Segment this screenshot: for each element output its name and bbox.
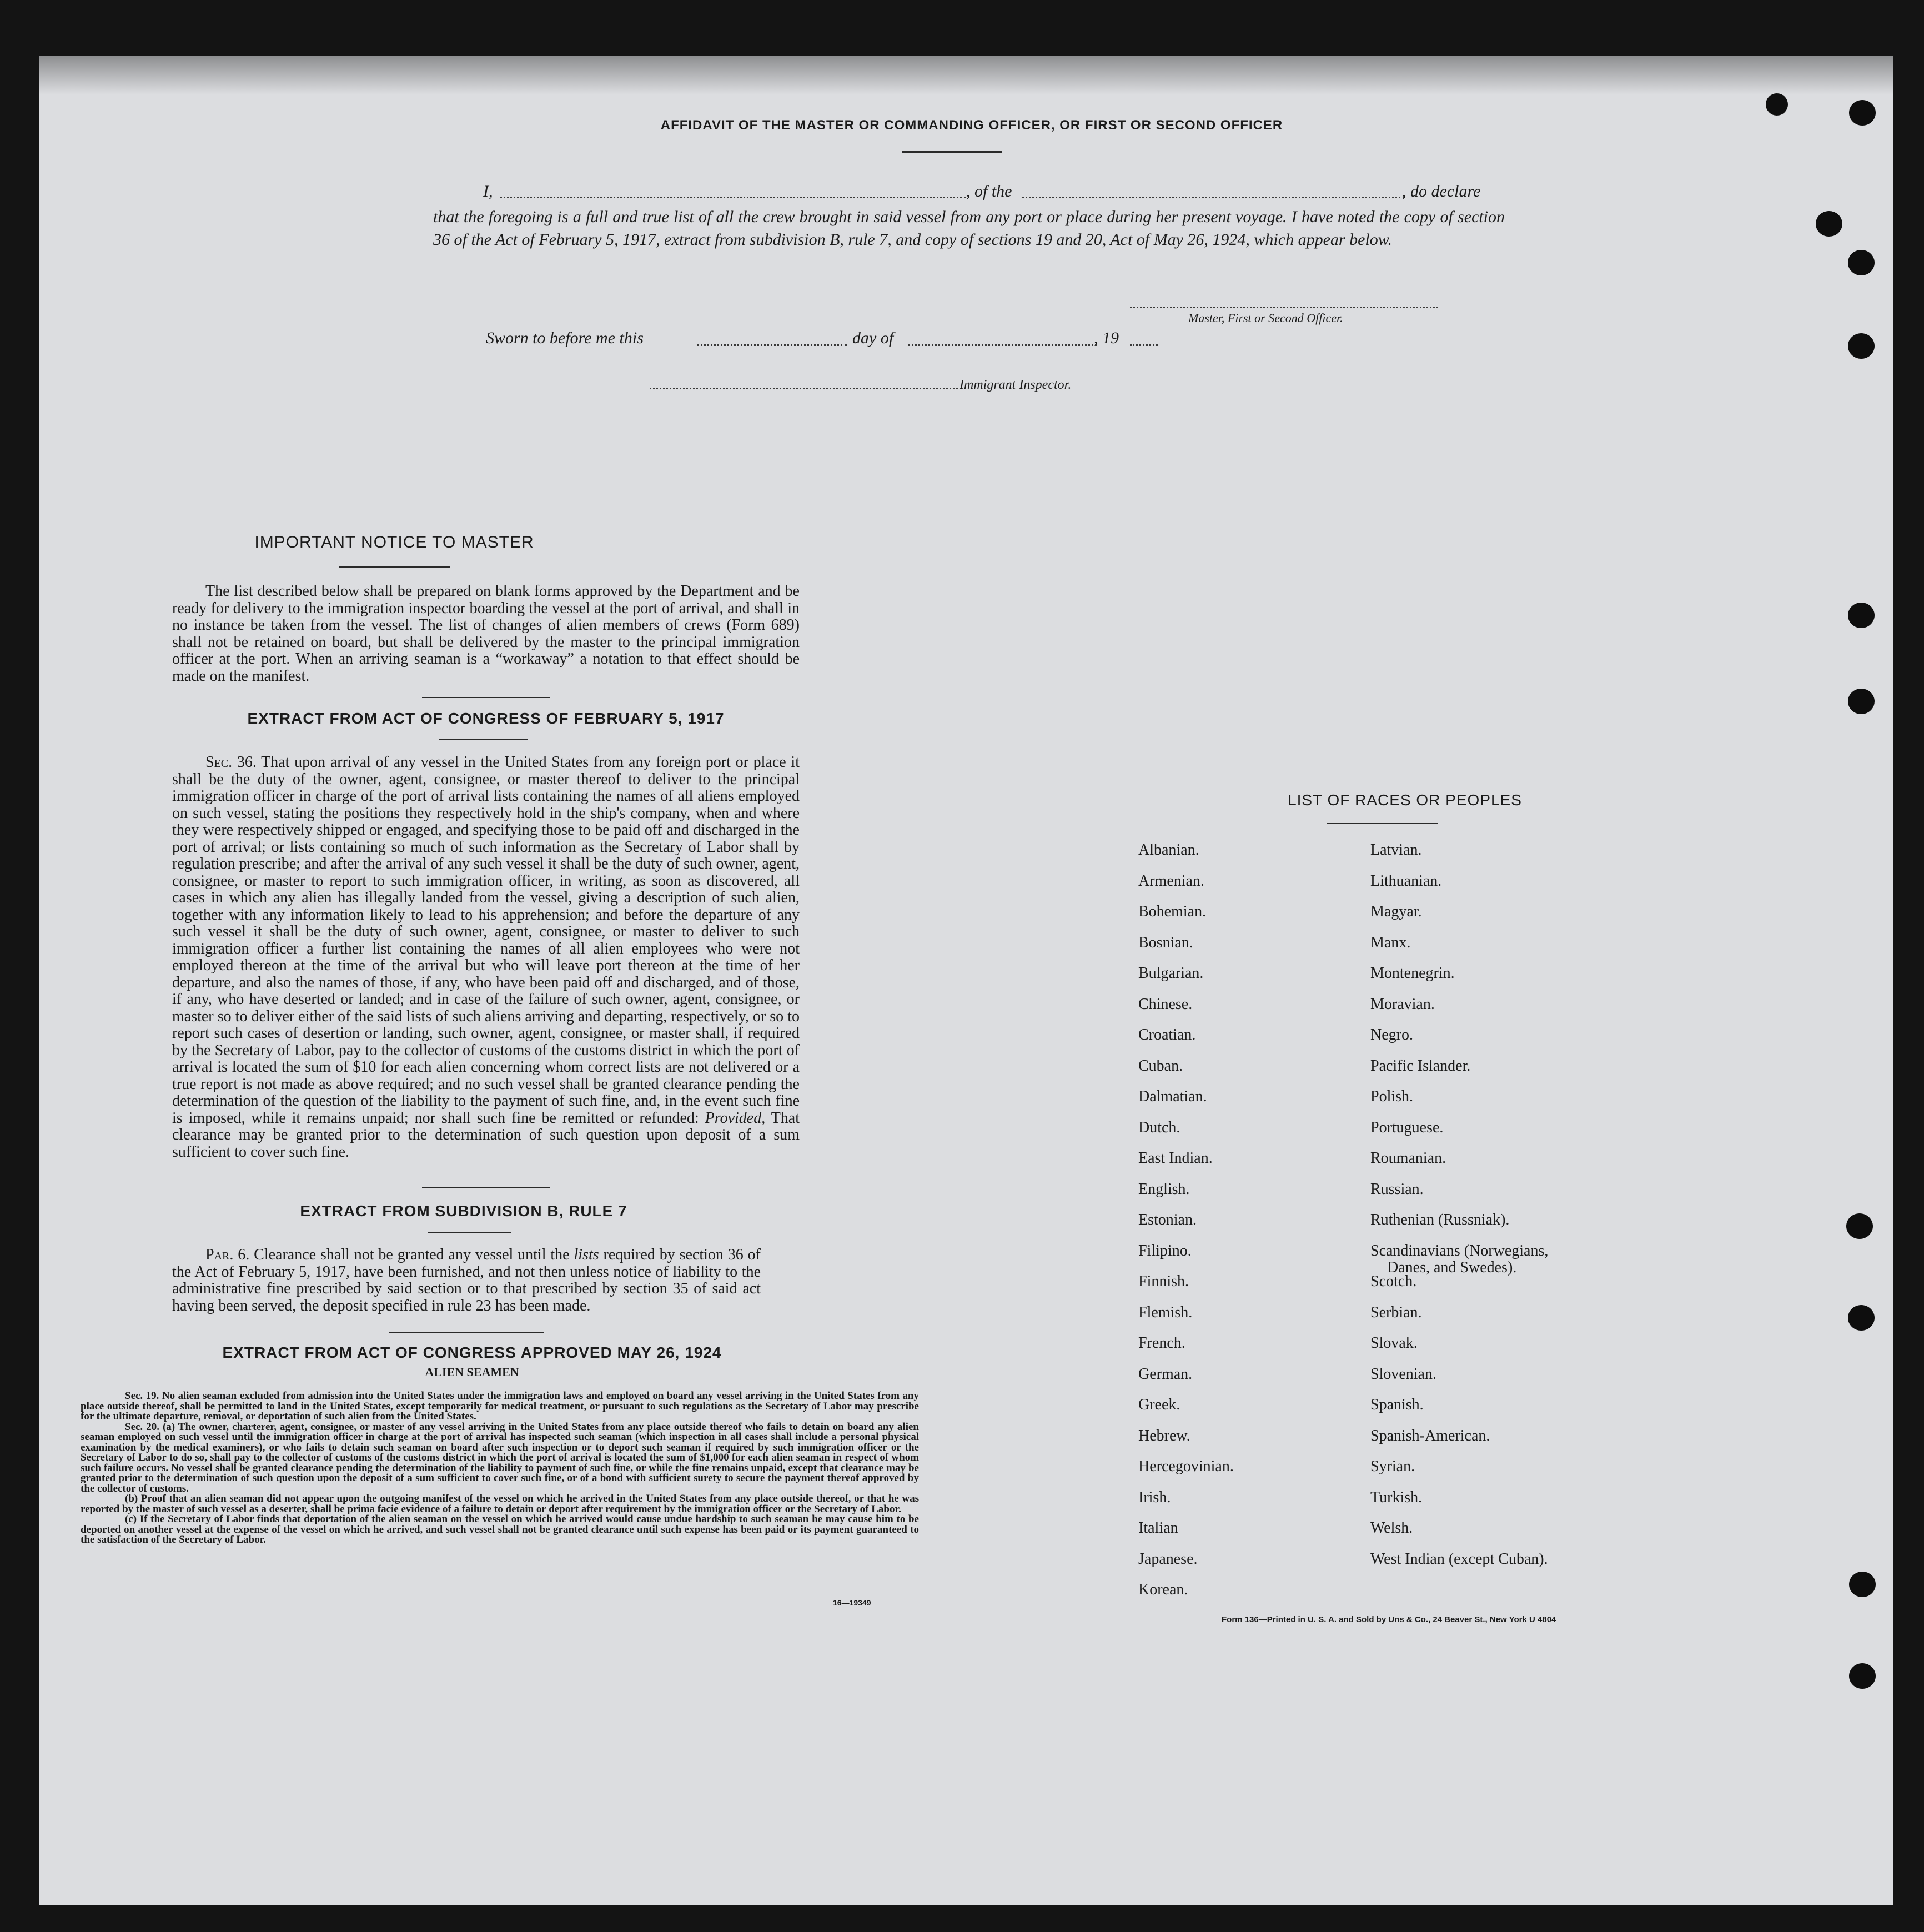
race-item: English. — [1138, 1180, 1190, 1198]
punch-hole — [1849, 1572, 1876, 1597]
race-item: Danes, and Swedes). — [1387, 1259, 1517, 1277]
race-item: French. — [1138, 1334, 1185, 1352]
race-item: German. — [1138, 1365, 1193, 1383]
race-item: Scandinavians (Norwegians, — [1370, 1242, 1549, 1259]
sec20c-text: (c) If the Secretary of Labor finds that deportation of the alien seaman on the vessel on which he arrived would cause undue hardship to such seaman he may cause him to be deported on another vessel at the expense of the vessel on which he arrived, and such vessel shall not be granted clearance until such expense has been paid or its payment guaranteed to the satisfaction of the Secretary of Labor. — [81, 1513, 919, 1545]
race-item: Hebrew. — [1138, 1427, 1190, 1444]
race-item: Spanish. — [1370, 1396, 1424, 1413]
race-item: Pacific Islander. — [1370, 1057, 1471, 1075]
race-item: Finnish. — [1138, 1273, 1189, 1290]
name-line — [500, 197, 966, 198]
punch-hole — [1848, 603, 1875, 628]
notice-title: IMPORTANT NOTICE TO MASTER — [254, 533, 534, 551]
day-of-label: day of — [852, 329, 894, 347]
document-page — [39, 56, 1893, 1905]
divider — [422, 1187, 550, 1188]
extract-1917-body: That upon arrival of any vessel in the United States from any foreign port or place it shall be the duty of the owner, agent, consignee, or master thereof to deliver to the principal immigration officer in charge of the port of arrival lists containing the names of all aliens employed on such vessel, stating the positions they respectively hold in the ship's company, when and where they were respectively shipped or engaged, and specifying those to be paid off and discharged in the port of arrival; or lists containing so much of such information as the Secretary of Labor shall by regulation prescribe; and after the arrival of any such vessel it shall be the duty of such owner, agent, consignee, or master to report to such immigration officer, in writing, as soon as discovered, all cases in which any alien has illegally landed from the vessel, giving a description of such alien, together with any information likely to lead to his apprehension; and before the departure of any such vessel it shall be the duty of such owner, agent, consignee, or master to deliver to such immigration officer a further list containing the names of all alien employees who were not employed thereon at the time of the arrival but who will leave port thereon at the time of her departure, and also the names of those, if any, who have been paid off and discharged, and of those, if any, who have deserted or landed; and in case of the failure of such owner, agent, consignee, or master so to deliver either of the said lists of such aliens arriving and departing, respectively, or so to report such cases of desertion or landing, such owner, agent, consignee, or master shall, if required by the Secretary of Labor, pay to the collector of customs of the customs district in which the port of arrival is located the sum of $10 for each alien concerning whom correct lists are not delivered or a true report is not made as above required; and no such vessel shall be granted clearance pending the determination of the question of the liability to the payment of such fine, and, in the event such fine is imposed, while it remains unpaid; nor shall such fine be remitted or refunded: — [172, 754, 800, 1127]
race-item: Manx. — [1370, 934, 1411, 951]
extract-1917-title: EXTRACT FROM ACT OF CONGRESS OF FEBRUARY 5, 1917 — [247, 710, 725, 727]
affidavit-of-the: , of the — [966, 182, 1012, 200]
race-item: Albanian. — [1138, 841, 1199, 859]
race-item: Lithuanian. — [1370, 872, 1442, 890]
race-item: Spanish-American. — [1370, 1427, 1490, 1444]
race-item: Slovenian. — [1370, 1365, 1436, 1383]
divider — [428, 1232, 511, 1233]
race-item: Bulgarian. — [1138, 965, 1204, 982]
sec20b-text: (b) Proof that an alien seaman did not appear upon the outgoing manifest of the vessel on which he arrived in the United States from any place outside thereof, or that he was reported by the master of such vessel as a deserter, shall be prima facie evidence of a failure to detain or deport after requirement by the immigration officer or the Secretary of Labor. — [81, 1493, 919, 1515]
races-title: LIST OF RACES OR PEOPLES — [1288, 791, 1522, 809]
race-item: Portuguese. — [1370, 1118, 1444, 1136]
race-item: Negro. — [1370, 1026, 1413, 1043]
punch-hole — [1766, 93, 1788, 116]
inspector-caption: Immigrant Inspector. — [960, 378, 1072, 392]
divider — [389, 1332, 544, 1333]
rule7-text — [172, 1247, 761, 1314]
race-item: Polish. — [1370, 1088, 1414, 1105]
sworn-label: Sworn to before me this — [486, 329, 644, 347]
form-imprint: Form 136—Printed in U. S. A. and Sold by Uns & Co., 24 Beaver St., New York U 4804 — [1222, 1615, 1556, 1624]
divider — [339, 566, 450, 568]
rule7-body-a: Clearance shall not be granted any vessel until the — [254, 1246, 570, 1263]
punch-hole — [1848, 333, 1875, 359]
race-item: Roumanian. — [1370, 1150, 1446, 1167]
punch-hole — [1849, 100, 1876, 126]
affidavit-title: AFFIDAVIT OF THE MASTER OR COMMANDING OFFICER, OR FIRST OR SECOND OFFICER — [660, 118, 1283, 133]
extract-1924-title: EXTRACT FROM ACT OF CONGRESS APPROVED MAY 26, 1924 — [222, 1344, 722, 1361]
affidavit-do-declare: , do declare — [1402, 182, 1481, 200]
notice-text — [172, 583, 800, 685]
sec19-text: Sec. 19. No alien seaman excluded from admission into the United States under the immigration laws and employed on board any vessel arriving in the United States from any place outside thereof, shall be permitted to land in the United States, except temporarily for medical treatment, or pursuant to such regulations as the Secretary of Labor may prescribe for the ultimate departure, removal, or deportation of such alien from the United States. — [81, 1390, 919, 1422]
race-item: Dalmatian. — [1138, 1088, 1207, 1105]
punch-hole — [1849, 1663, 1876, 1689]
affidavit-paragraph: that the foregoing is a full and true list of all the crew brought in said vessel from any port or place during her present voyage. I have noted the copy of section 36 of the Act of February 5, 1917, extract from subdivision B, rule 7, and copy of sections 19 and 20, Act of May 26, 1924, which appear below. — [433, 208, 1505, 249]
extract-1917-text — [172, 754, 800, 1161]
race-item: Estonian. — [1138, 1211, 1197, 1228]
divider — [439, 739, 528, 740]
punch-hole — [1816, 211, 1842, 237]
race-item: Magyar. — [1370, 903, 1422, 920]
divider — [422, 697, 550, 698]
extract-1924-subtitle: ALIEN SEAMEN — [425, 1365, 519, 1379]
race-item: Bohemian. — [1138, 903, 1207, 920]
divider — [902, 151, 1002, 153]
race-item: East Indian. — [1138, 1150, 1213, 1167]
master-signature-line — [1130, 307, 1438, 308]
race-item: Cuban. — [1138, 1057, 1183, 1075]
year-label: , 19 — [1094, 329, 1119, 347]
month-line — [908, 344, 1097, 346]
race-item: Italian — [1138, 1519, 1178, 1537]
race-item: Armenian. — [1138, 872, 1204, 890]
race-item: Flemish. — [1138, 1303, 1193, 1321]
race-item: Korean. — [1138, 1581, 1188, 1598]
race-item: Welsh. — [1370, 1519, 1413, 1537]
punch-hole — [1848, 1305, 1875, 1331]
sworn-day-line — [697, 344, 847, 346]
race-item: West Indian (except Cuban). — [1370, 1550, 1548, 1568]
punch-hole — [1846, 1213, 1873, 1239]
race-item: Irish. — [1138, 1488, 1171, 1506]
rule7-lists: lists — [574, 1246, 599, 1263]
race-item: Japanese. — [1138, 1550, 1198, 1568]
race-item: Dutch. — [1138, 1118, 1180, 1136]
race-item: Moravian. — [1370, 995, 1435, 1013]
race-item: Montenegrin. — [1370, 965, 1455, 982]
punch-hole — [1848, 689, 1875, 714]
affidavit-i-label: I, — [483, 182, 493, 200]
extract-1917-provided: Provided, — [705, 1109, 766, 1127]
extract-1917-body-end: That clearance may be granted prior to the determination of such question upon deposit of a sum sufficient to cover such fine. — [172, 1109, 800, 1161]
race-item: Ruthenian (Russniak). — [1370, 1211, 1510, 1228]
race-item: Serbian. — [1370, 1303, 1422, 1321]
race-item: Scotch. — [1370, 1273, 1417, 1290]
extract-1917-sec: Sec. 36. — [205, 754, 257, 771]
notice-body: The list described below shall be prepared on blank forms approved by the Department and be ready for delivery to the immigration inspector boarding the vessel at the port of arrival, and shall in no instance be taken from the vessel. The list of changes of alien members of crews (Form 689) shall not be retained on board, but shall be delivered by the master to the principal immigration officer at the port. When an arriving seaman is a “workaway” a notation to that effect should be made on the manifest. — [172, 583, 800, 685]
vessel-line — [1022, 197, 1405, 198]
rule7-title: EXTRACT FROM SUBDIVISION B, RULE 7 — [300, 1202, 627, 1220]
inspector-signature-line — [650, 388, 958, 389]
rule7-body-b: required by section 36 of the Act of February 5, 1917, have been furnished, and not then unless notice of liability to the administrative fine prescribed by said section or to that prescribed by section 35 of said act having been served, the deposit specified in rule 23 has been made. — [172, 1246, 761, 1314]
race-item: Slovak. — [1370, 1334, 1418, 1352]
divider — [1327, 823, 1438, 824]
sec20a-text: Sec. 20. (a) The owner, charterer, agent, consignee, or master of any vessel arriving in the United States from any place outside thereof who fails to detain on board any alien seaman employed on such vessel until the immigration officer in charge at the port of arrival has inspected such seaman (which inspection in all cases shall include a personal physical examination by the medical examiners), or who fails to detain such seaman on board after such inspection or to deport such seaman if required by such immigration officer or the Secretary of Labor to do so, shall pay to the collector of customs of the customs district in which the port of arrival is located the sum of $1,000 for each alien seaman in respect of whom such failure occurs. No vessel shall be granted clearance pending the determination of the liability to payment of such fine, or while the fine remains unpaid, except that clearance may be granted prior to the determination of such question upon the deposit of a sum sufficient to cover such fine, or of a bond with sufficient surety to secure the payment thereof approved by the collector of customs. — [81, 1421, 919, 1494]
rule7-par: Par. 6. — [205, 1246, 250, 1263]
race-item: Bosnian. — [1138, 934, 1193, 951]
race-item: Croatian. — [1138, 1026, 1196, 1043]
race-item: Filipino. — [1138, 1242, 1192, 1259]
form-code: 16—19349 — [833, 1598, 871, 1607]
race-item: Turkish. — [1370, 1488, 1423, 1506]
race-item: Chinese. — [1138, 995, 1193, 1013]
race-item: Syrian. — [1370, 1458, 1415, 1475]
punch-hole — [1848, 250, 1875, 275]
race-item: Russian. — [1370, 1180, 1424, 1198]
year-line — [1130, 344, 1158, 346]
extract-1924-text — [81, 1391, 919, 1545]
race-item: Greek. — [1138, 1396, 1180, 1413]
race-item: Hercegovinian. — [1138, 1458, 1234, 1475]
master-caption: Master, First or Second Officer. — [1188, 311, 1343, 325]
race-item: Latvian. — [1370, 841, 1422, 859]
